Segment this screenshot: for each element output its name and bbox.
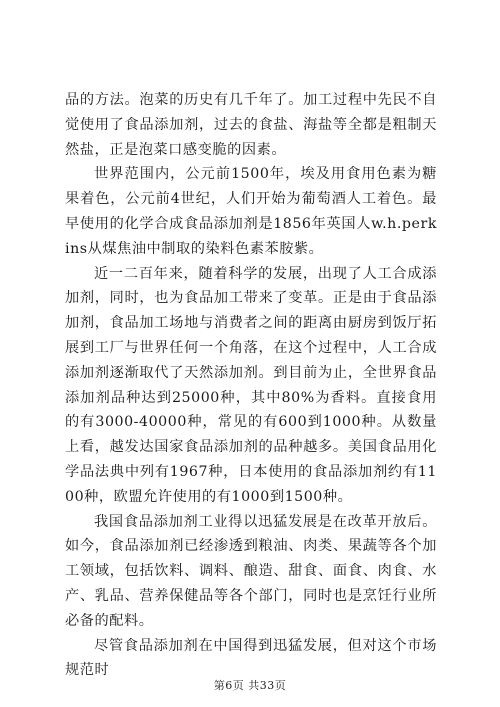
paragraph-pickle-history: 品的方法。泡菜的历史有几千年了。加工过程中先民不自觉使用了食品添加剂，过去的食盐、海盐等全都是粗制天然盐，正是泡菜口感变脆的因素。 xyxy=(65,92,437,158)
page-footer: 第6页 共33页 xyxy=(213,679,287,692)
paragraph-synthetic-additives: 近一二百年来，随着科学的发展，出现了人工合成添加剂，同时，也为食品加工带来了变革。正是由于食品添加剂，食品加工场地与消费者之间的距离由厨房到饭厅拓展到工厂与世界任何一个角落，在这个过程中，人工合成添加剂逐渐取代了天然添加剂。到目前为止，全世界食品添加剂品种达到25000种，其中80%为香料。直接食用的有3000-40000种，常见的有600到1000种。从数量上看，越发达国家食品添加剂的品种越多。美国食品用化学品法典中列有1967种，日本使用的食品添加剂约有1100种，欧盟允许使用的有1000到1500种。 xyxy=(65,265,437,505)
paragraph-world-history: 世界范围内，公元前1500年，埃及用食用色素为糖果着色，公元前4世纪，人们开始为葡萄酒人工着色。最早使用的化学合成食品添加剂是1856年英国人w.h.perkins从煤焦油中制取的染料色素苯胺紫。 xyxy=(65,166,437,257)
paragraph-market-regulation: 尽管食品添加剂在中国得到迅猛发展，但对这个市场规范时 xyxy=(65,637,437,679)
paragraph-china-industry: 我国食品添加剂工业得以迅猛发展是在改革开放后。如今，食品添加剂已经渗透到粮油、肉类、果蔬等各个加工领域，包括饮料、调料、酿造、甜食、面食、肉食、水产、乳品、营养保健品等各个部门，同时也是烹饪行业所必备的配料。 xyxy=(65,513,437,629)
document-body xyxy=(65,88,437,683)
